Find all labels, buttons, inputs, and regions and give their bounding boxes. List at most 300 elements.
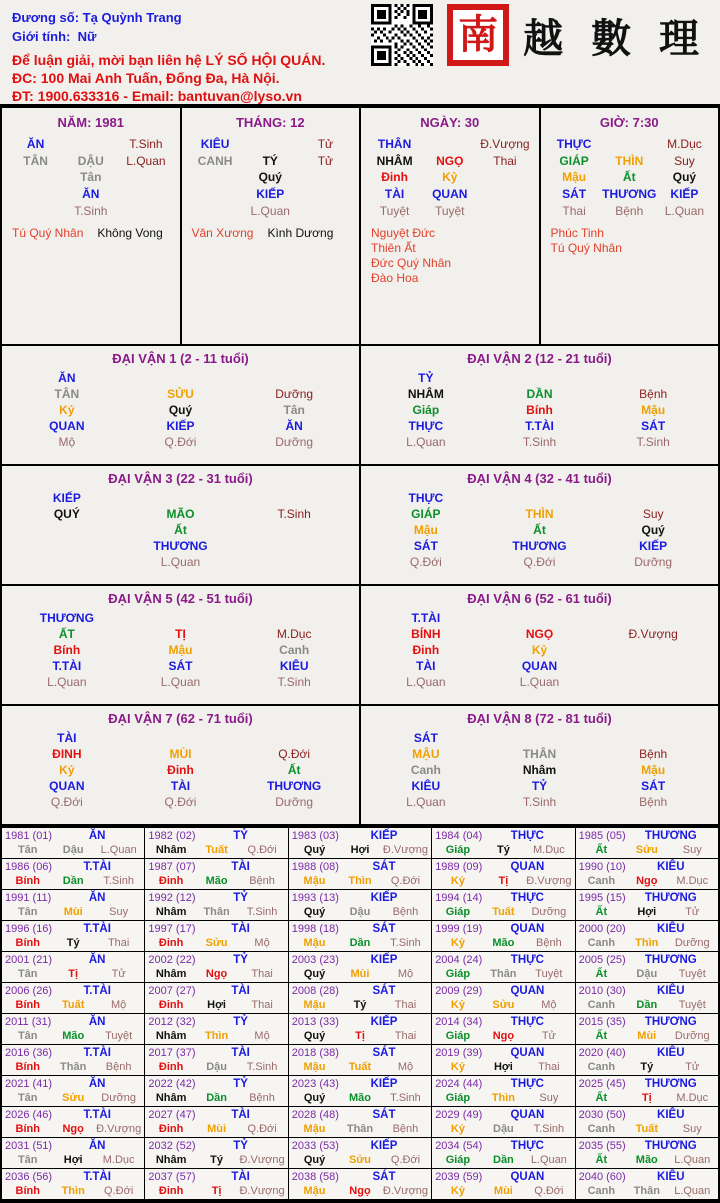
year-cell[interactable] bbox=[2, 1107, 144, 1137]
year-cell-top bbox=[5, 1046, 141, 1060]
pillar-earthly-branch: TÝ bbox=[262, 154, 278, 168]
year-cell-bottom bbox=[579, 1153, 715, 1167]
year-heavenly-stem: Nhâm bbox=[155, 1154, 187, 1166]
pillar-3 bbox=[361, 108, 539, 344]
year-label: 1987 (07) bbox=[148, 861, 196, 873]
year-cell-bottom bbox=[579, 1184, 715, 1198]
year-heavenly-stem: Canh bbox=[587, 1061, 616, 1073]
year-cell-top bbox=[5, 953, 141, 967]
year-cell[interactable] bbox=[145, 921, 287, 951]
year-cell-bottom bbox=[292, 1184, 428, 1198]
year-cell-bottom bbox=[292, 1091, 428, 1105]
year-cell-top bbox=[292, 891, 428, 905]
year-ten-god: ĂN bbox=[88, 1140, 106, 1152]
year-ten-god: KIẾP bbox=[370, 892, 398, 904]
year-heavenly-stem: Tân bbox=[17, 844, 38, 856]
year-label: 2028 (48) bbox=[291, 1109, 339, 1121]
pillar-spacer bbox=[602, 136, 657, 152]
pillar-stage-stem: Đ.Vượng bbox=[480, 137, 530, 151]
year-cell-top bbox=[5, 1077, 141, 1091]
luck-hidden-stem: Giáp bbox=[412, 403, 440, 417]
year-cell[interactable] bbox=[576, 859, 718, 889]
year-cell[interactable] bbox=[145, 828, 287, 858]
star-item: Tú Quý Nhân bbox=[12, 226, 84, 240]
year-cell-bottom bbox=[148, 1091, 284, 1105]
year-cell-bottom bbox=[5, 874, 141, 888]
year-cell-bottom bbox=[5, 1091, 141, 1105]
year-stage: Suy bbox=[682, 844, 702, 856]
year-cell-top bbox=[292, 953, 428, 967]
year-cell[interactable] bbox=[576, 890, 718, 920]
luck-earthly-branch: MÙI bbox=[169, 747, 192, 761]
luck-ten-god: THƯƠNG bbox=[39, 611, 94, 625]
year-earthly-branch: Tị bbox=[498, 875, 509, 887]
year-ten-god: QUAN bbox=[510, 861, 545, 873]
pillar-stage-stem: M.Dục bbox=[667, 137, 702, 151]
year-cell-bottom bbox=[148, 1153, 284, 1167]
year-label: 1993 (13) bbox=[291, 892, 339, 904]
year-cell-bottom bbox=[579, 1122, 715, 1136]
luck-ten-god: ĂN bbox=[58, 371, 76, 385]
year-cell-bottom bbox=[579, 1091, 715, 1105]
hidden-spacer bbox=[118, 203, 173, 219]
year-cell-bottom bbox=[292, 967, 428, 981]
year-cell[interactable] bbox=[289, 1138, 431, 1168]
luck-spacer bbox=[237, 490, 351, 506]
year-cell[interactable] bbox=[2, 921, 144, 951]
year-cell[interactable] bbox=[2, 983, 144, 1013]
year-heavenly-stem: Canh bbox=[587, 1185, 616, 1197]
year-cell-top bbox=[5, 922, 141, 936]
luck-hidden-stem: Ất bbox=[174, 523, 187, 537]
year-label: 2010 (30) bbox=[578, 985, 626, 997]
year-label: 1996 (16) bbox=[5, 923, 53, 935]
year-label: 1991 (11) bbox=[5, 892, 52, 904]
year-stage: Dưỡng bbox=[101, 1092, 137, 1104]
luck-earthly-branch: MÃO bbox=[166, 507, 195, 521]
year-stage: Thai bbox=[251, 968, 273, 980]
promo-line-1: Để luận giải, mời bạn liên hệ LÝ SỐ HỘI QUÁN. bbox=[12, 52, 326, 68]
star-item: Thiên Ất bbox=[371, 241, 416, 255]
year-cell[interactable] bbox=[2, 1169, 144, 1199]
year-cell-top bbox=[579, 1108, 715, 1122]
year-cell-top bbox=[292, 1108, 428, 1122]
luck-hidden-ten-god: THƯƠNG bbox=[153, 539, 208, 553]
year-cell[interactable] bbox=[432, 983, 574, 1013]
year-cell[interactable] bbox=[432, 1169, 574, 1199]
year-cell-top bbox=[292, 984, 428, 998]
year-cell-bottom bbox=[5, 1122, 141, 1136]
year-cell[interactable] bbox=[576, 921, 718, 951]
year-cell-bottom bbox=[435, 936, 571, 950]
year-stage: L.Quan bbox=[530, 1154, 567, 1166]
year-earthly-branch: Thân bbox=[490, 968, 517, 980]
luck-hidden-ten-god: SÁT bbox=[413, 539, 438, 553]
year-earthly-branch: Hợi bbox=[350, 844, 370, 856]
year-cell[interactable] bbox=[432, 921, 574, 951]
luck-cycle-title: ĐẠI VẬN 8 (72 - 81 tuổi) bbox=[467, 711, 612, 726]
year-cell[interactable] bbox=[576, 1138, 718, 1168]
year-ten-god: TỶ bbox=[233, 954, 248, 966]
luck-cycle-6 bbox=[361, 586, 718, 704]
year-stage: Thai bbox=[251, 999, 273, 1011]
pillar-stars bbox=[367, 226, 533, 286]
year-cell[interactable] bbox=[145, 1076, 287, 1106]
luck-cycle-grid bbox=[369, 490, 710, 570]
year-stage: L.Quan bbox=[100, 844, 137, 856]
luck-cycle-2 bbox=[361, 346, 718, 464]
pillar-earthly-branch: DẬU bbox=[77, 154, 104, 168]
pillar-stage-branch: Suy bbox=[674, 154, 695, 168]
year-ten-god: THỰC bbox=[510, 1078, 544, 1090]
year-cell-top bbox=[435, 1015, 571, 1029]
year-cell-bottom bbox=[148, 967, 284, 981]
year-earthly-branch: Mão bbox=[62, 1030, 85, 1042]
luck-hidden-stage: L.Quan bbox=[406, 675, 446, 689]
year-cell[interactable] bbox=[576, 1045, 718, 1075]
year-cell[interactable] bbox=[432, 1107, 574, 1137]
year-cell-bottom bbox=[292, 1122, 428, 1136]
year-stage: T.Sinh bbox=[103, 875, 134, 887]
page-header bbox=[0, 0, 720, 104]
year-stage: Đ.Vượng bbox=[96, 1123, 142, 1135]
pillar-4 bbox=[541, 108, 719, 344]
year-earthly-branch: Tị bbox=[641, 1092, 652, 1104]
year-cell[interactable] bbox=[576, 1169, 718, 1199]
year-ten-god: THƯƠNG bbox=[644, 1078, 697, 1090]
luck-cycle-8 bbox=[361, 706, 718, 824]
year-cell[interactable] bbox=[432, 1045, 574, 1075]
year-ten-god: THƯƠNG bbox=[644, 892, 697, 904]
year-stage: M.Dục bbox=[676, 1092, 709, 1104]
year-earthly-branch: Ngọ bbox=[636, 875, 658, 887]
luck-heavenly-stem: ĐINH bbox=[52, 747, 82, 761]
year-earthly-branch: Mão bbox=[348, 1092, 371, 1104]
pillar-grid bbox=[547, 136, 713, 169]
year-earthly-branch: Thìn bbox=[348, 875, 372, 887]
year-label: 2027 (47) bbox=[148, 1109, 196, 1121]
year-cell[interactable] bbox=[289, 952, 431, 982]
pillar-hidden-stems bbox=[547, 169, 713, 219]
year-cell-bottom bbox=[435, 1184, 571, 1198]
year-earthly-branch: Dậu bbox=[206, 1061, 227, 1073]
year-cell-bottom bbox=[579, 1029, 715, 1043]
star-item: Nguyệt Đức bbox=[371, 226, 436, 240]
luck-hidden-ten-god: KIÊU bbox=[411, 779, 441, 793]
year-cell[interactable] bbox=[289, 828, 431, 858]
luck-hidden-stem: Đinh bbox=[412, 643, 440, 657]
year-cell[interactable] bbox=[576, 1076, 718, 1106]
year-cell[interactable] bbox=[2, 1138, 144, 1168]
luck-stage: Đ.Vượng bbox=[628, 627, 678, 641]
year-cell[interactable] bbox=[289, 983, 431, 1013]
year-label: 2040 (60) bbox=[578, 1171, 626, 1183]
year-cell[interactable] bbox=[289, 1045, 431, 1075]
year-cell[interactable] bbox=[432, 1138, 574, 1168]
year-cell[interactable] bbox=[2, 1014, 144, 1044]
year-label: 1992 (12) bbox=[148, 892, 196, 904]
year-earthly-branch: Hợi bbox=[493, 1061, 513, 1073]
year-stage: T.Sinh bbox=[390, 937, 421, 949]
year-cell[interactable] bbox=[145, 890, 287, 920]
luck-cycle-title: ĐẠI VẬN 7 (62 - 71 tuổi) bbox=[108, 711, 253, 726]
subject-name-label: Đương số: bbox=[12, 10, 80, 25]
year-cell[interactable] bbox=[145, 1138, 287, 1168]
year-heavenly-stem: Ất bbox=[595, 906, 608, 918]
year-ten-god: SÁT bbox=[372, 1109, 396, 1121]
subject-name-value: Tạ Quỳnh Trang bbox=[82, 10, 182, 25]
year-cell[interactable] bbox=[2, 952, 144, 982]
year-label: 1988 (08) bbox=[291, 861, 339, 873]
hidden-stem: Kỷ bbox=[442, 170, 458, 184]
pillar-earthly-branch: THÌN bbox=[615, 154, 644, 168]
year-cell[interactable] bbox=[2, 828, 144, 858]
luck-hidden-stage: Dưỡng bbox=[634, 555, 673, 569]
year-label: 2018 (38) bbox=[291, 1047, 339, 1059]
year-cell-top bbox=[148, 1170, 284, 1184]
year-cell[interactable] bbox=[145, 1014, 287, 1044]
year-cell[interactable] bbox=[145, 859, 287, 889]
year-cell-top bbox=[435, 891, 571, 905]
year-cell-bottom bbox=[435, 1029, 571, 1043]
pillar-stage-branch: Tử bbox=[317, 154, 334, 168]
luck-hidden-ten-god: ĂN bbox=[285, 419, 303, 433]
luck-hidden-stage: L.Quan bbox=[406, 435, 446, 449]
year-label: 1989 (09) bbox=[435, 861, 483, 873]
year-stage: Thai bbox=[538, 1061, 560, 1073]
luck-hidden-ten-god: TÀI bbox=[416, 659, 436, 673]
year-earthly-branch: Mão bbox=[492, 937, 515, 949]
year-cell-top bbox=[579, 860, 715, 874]
year-cell[interactable] bbox=[145, 983, 287, 1013]
year-stage: Tuyệt bbox=[678, 999, 706, 1011]
pillar-stage-branch: L.Quan bbox=[126, 154, 166, 168]
luck-spacer bbox=[237, 370, 351, 386]
star-item: Phúc Tinh bbox=[550, 226, 604, 240]
year-heavenly-stem: Quý bbox=[303, 1092, 326, 1104]
year-earthly-branch: Mùi bbox=[350, 968, 370, 980]
year-ten-god: KIẾP bbox=[370, 1016, 398, 1028]
year-heavenly-stem: Nhâm bbox=[155, 1092, 187, 1104]
year-cell-top bbox=[148, 1077, 284, 1091]
luck-spacer bbox=[10, 538, 124, 554]
hidden-ten-god: SÁT bbox=[562, 187, 587, 201]
pillar-heavenly-stem: CANH bbox=[197, 154, 233, 168]
year-label: 2007 (27) bbox=[148, 985, 196, 997]
pillar-title: NGÀY: 30 bbox=[420, 115, 480, 130]
year-cell[interactable] bbox=[576, 828, 718, 858]
pillar-grid bbox=[8, 136, 174, 169]
year-stage: L.Quan bbox=[674, 1154, 711, 1166]
year-ten-god: QUAN bbox=[510, 985, 545, 997]
year-cell-top bbox=[5, 984, 141, 998]
year-cell-top bbox=[5, 829, 141, 843]
luck-spacer bbox=[596, 370, 710, 386]
year-heavenly-stem: Giáp bbox=[445, 968, 471, 980]
year-cell[interactable] bbox=[2, 890, 144, 920]
year-earthly-branch: Thìn bbox=[491, 1092, 515, 1104]
luck-heavenly-stem: MẬU bbox=[412, 747, 440, 761]
year-label: 1983 (03) bbox=[291, 830, 339, 842]
luck-ten-god: THỰC bbox=[408, 491, 444, 505]
luck-heavenly-stem: BÍNH bbox=[411, 627, 441, 641]
year-cell[interactable] bbox=[145, 1169, 287, 1199]
year-ten-god: QUAN bbox=[510, 1171, 545, 1183]
year-cell[interactable] bbox=[2, 1076, 144, 1106]
luck-hidden-stem: Đinh bbox=[167, 763, 194, 777]
year-heavenly-stem: Quý bbox=[303, 844, 326, 856]
year-cell[interactable] bbox=[432, 890, 574, 920]
luck-stage: Bệnh bbox=[639, 747, 668, 761]
year-ten-god: KIÊU bbox=[657, 1109, 685, 1121]
luck-hidden-ten-god: QUAN bbox=[521, 659, 558, 673]
hidden-stage: L.Quan bbox=[664, 204, 705, 218]
hidden-ten-god: QUAN bbox=[432, 187, 468, 201]
luck-hidden-stem: Canh bbox=[279, 643, 310, 657]
year-heavenly-stem: Quý bbox=[303, 968, 326, 980]
year-cell[interactable] bbox=[576, 983, 718, 1013]
luck-earthly-branch: THÂN bbox=[522, 747, 557, 761]
luck-heavenly-stem: NHÂM bbox=[407, 387, 444, 401]
year-stage: M.Dục bbox=[532, 844, 565, 856]
year-cell-bottom bbox=[435, 843, 571, 857]
hidden-spacer bbox=[8, 203, 63, 219]
year-label: 2008 (28) bbox=[291, 985, 339, 997]
year-cell[interactable] bbox=[2, 1045, 144, 1075]
luck-hidden-ten-god: QUAN bbox=[49, 419, 85, 433]
year-earthly-branch: Tý bbox=[353, 999, 367, 1011]
year-ten-god: ĂN bbox=[88, 892, 106, 904]
qr-code-icon[interactable] bbox=[371, 4, 433, 66]
luck-hidden-stem: Mậu bbox=[641, 763, 666, 777]
year-label: 1985 (05) bbox=[578, 830, 626, 842]
luck-spacer bbox=[596, 642, 710, 658]
year-ten-god: TỶ bbox=[233, 830, 248, 842]
hidden-stem: Quý bbox=[672, 170, 697, 184]
year-earthly-branch: Dần bbox=[206, 1092, 227, 1104]
luck-hidden-stage: Q.Đới bbox=[523, 555, 556, 569]
pillar-stars bbox=[8, 226, 174, 241]
hidden-stage: Thai bbox=[562, 204, 586, 218]
year-heavenly-stem: Canh bbox=[587, 1123, 616, 1135]
year-cell[interactable] bbox=[2, 859, 144, 889]
star-item: Không Vong bbox=[97, 226, 163, 240]
year-stage: Tuyệt bbox=[105, 1030, 133, 1042]
year-cell-top bbox=[292, 1077, 428, 1091]
year-earthly-branch: Thân bbox=[203, 906, 230, 918]
year-stage: Bệnh bbox=[249, 875, 275, 887]
pillar-hidden-stems bbox=[8, 169, 174, 219]
year-ten-god: THỰC bbox=[510, 892, 544, 904]
hidden-ten-god: KIẾP bbox=[256, 187, 285, 201]
year-heavenly-stem: Bính bbox=[15, 1061, 40, 1073]
year-cell-top bbox=[579, 1077, 715, 1091]
year-ten-god: KIÊU bbox=[657, 1171, 685, 1183]
pillar-stage-stem: Tử bbox=[317, 137, 334, 151]
year-stage: Đ.Vượng bbox=[382, 844, 429, 856]
luck-hidden-stem: Kỷ bbox=[59, 403, 75, 417]
year-cell[interactable] bbox=[432, 828, 574, 858]
hidden-ten-god: KIẾP bbox=[670, 187, 699, 201]
year-earthly-branch: Thân bbox=[60, 1061, 87, 1073]
year-cell[interactable] bbox=[289, 890, 431, 920]
year-cell-top bbox=[148, 1108, 284, 1122]
luck-hidden-stem: Canh bbox=[410, 763, 441, 777]
year-cell-bottom bbox=[579, 874, 715, 888]
year-cell[interactable] bbox=[289, 1014, 431, 1044]
year-label: 2024 (44) bbox=[435, 1078, 483, 1090]
year-label: 1990 (10) bbox=[578, 861, 626, 873]
year-cell[interactable] bbox=[432, 1076, 574, 1106]
year-cell[interactable] bbox=[432, 859, 574, 889]
year-cell-bottom bbox=[148, 1184, 284, 1198]
luck-hidden-stage: Q.Đới bbox=[50, 795, 83, 809]
year-cell-top bbox=[435, 860, 571, 874]
year-cell[interactable] bbox=[145, 1045, 287, 1075]
year-cell[interactable] bbox=[289, 859, 431, 889]
year-cell[interactable] bbox=[576, 1107, 718, 1137]
year-heavenly-stem: Quý bbox=[303, 906, 326, 918]
year-stage: Mộ bbox=[397, 1061, 414, 1073]
year-cell[interactable] bbox=[145, 1107, 287, 1137]
year-cell[interactable] bbox=[289, 1107, 431, 1137]
year-cell[interactable] bbox=[576, 1014, 718, 1044]
year-stage: Q.Đới bbox=[104, 1185, 134, 1197]
year-cell-bottom bbox=[579, 1060, 715, 1074]
year-heavenly-stem: Giáp bbox=[445, 906, 471, 918]
year-ten-god: THƯƠNG bbox=[644, 1016, 697, 1028]
year-cell[interactable] bbox=[432, 1014, 574, 1044]
year-cell-bottom bbox=[5, 998, 141, 1012]
year-cell[interactable] bbox=[289, 921, 431, 951]
luck-cycle-7 bbox=[2, 706, 359, 824]
year-heavenly-stem: Đinh bbox=[158, 999, 184, 1011]
year-cell[interactable] bbox=[289, 1076, 431, 1106]
year-cell-top bbox=[148, 829, 284, 843]
year-cell-top bbox=[579, 1046, 715, 1060]
pillar-hidden-stems bbox=[367, 169, 533, 219]
pillar-ten-god: KIÊU bbox=[200, 137, 230, 151]
luck-earthly-branch: DẦN bbox=[526, 387, 553, 401]
year-cell-bottom bbox=[435, 967, 571, 981]
hidden-ten-god: TÀI bbox=[384, 187, 405, 201]
luck-hidden-stem: Nhâm bbox=[522, 763, 557, 777]
year-heavenly-stem: Tân bbox=[17, 1030, 38, 1042]
luck-cycle-grid bbox=[10, 610, 351, 690]
year-cell-top bbox=[579, 922, 715, 936]
year-cell[interactable] bbox=[576, 952, 718, 982]
year-label: 2031 (51) bbox=[5, 1140, 53, 1152]
year-cell-bottom bbox=[292, 905, 428, 919]
year-ten-god: TỶ bbox=[233, 1016, 248, 1028]
year-cell[interactable] bbox=[289, 1169, 431, 1199]
year-cell-bottom bbox=[435, 1122, 571, 1136]
luck-cycle-3 bbox=[2, 466, 359, 584]
year-cell[interactable] bbox=[145, 952, 287, 982]
year-cell-bottom bbox=[5, 1060, 141, 1074]
year-heavenly-stem: Kỷ bbox=[450, 875, 465, 887]
pillar-title: NĂM: 1981 bbox=[57, 115, 124, 130]
gender-label: Giới tính: bbox=[12, 29, 71, 44]
luck-hidden-stage: T.Sinh bbox=[522, 435, 557, 449]
year-earthly-branch: Thân bbox=[346, 1123, 374, 1135]
year-label: 2002 (22) bbox=[148, 954, 196, 966]
year-cell[interactable] bbox=[432, 952, 574, 982]
luck-earthly-branch: THÌN bbox=[525, 507, 554, 521]
luck-hidden-stage: L.Quan bbox=[47, 675, 87, 689]
year-stage: Mộ bbox=[254, 1030, 270, 1042]
year-stage: Q.Đới bbox=[247, 1123, 277, 1135]
